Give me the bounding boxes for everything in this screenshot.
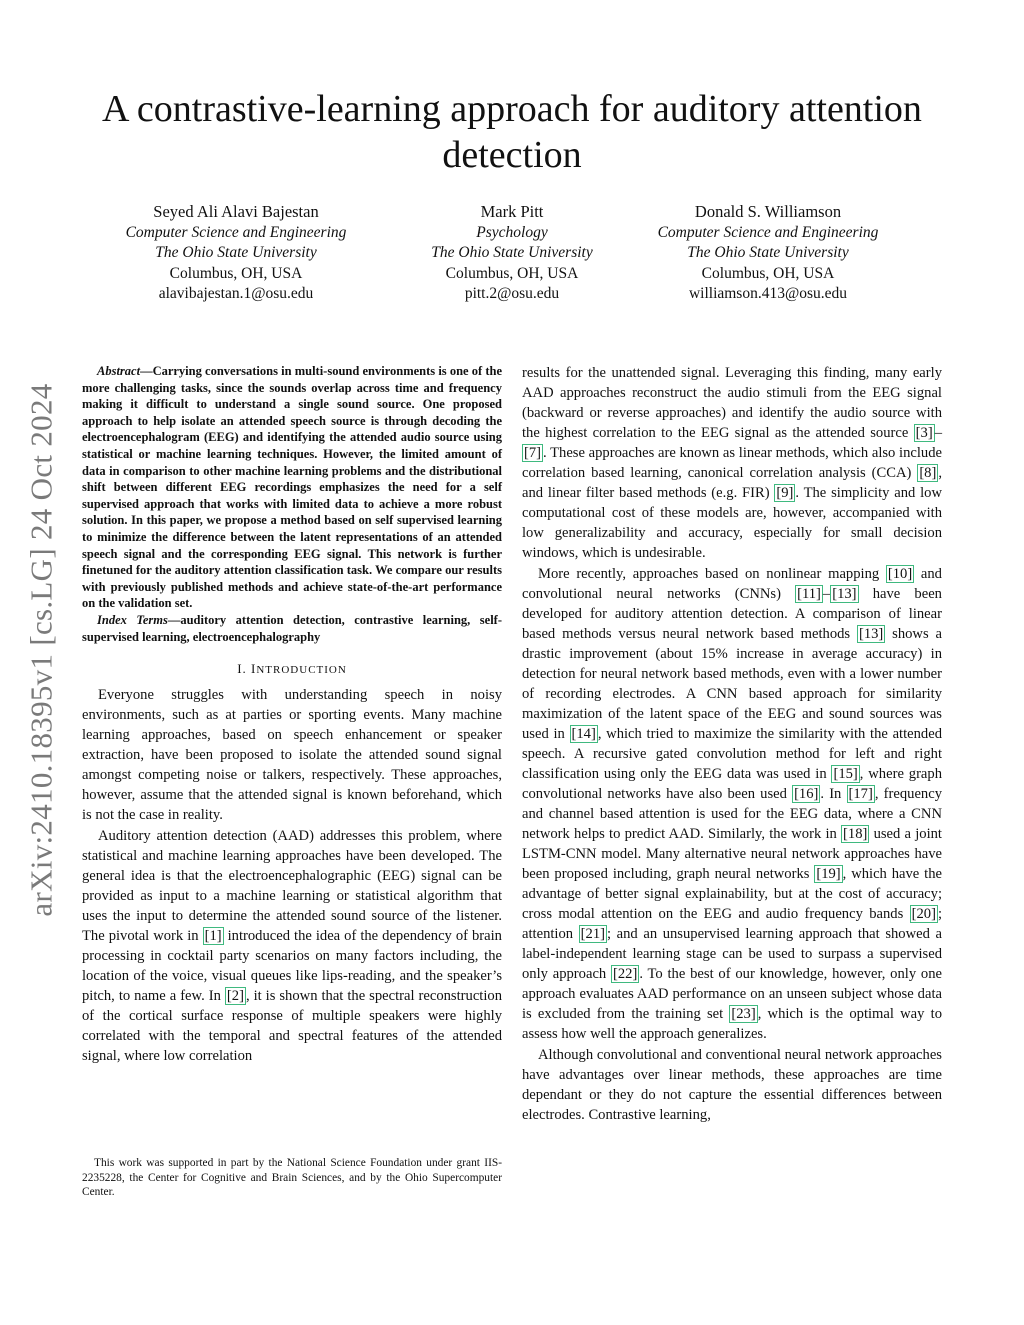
citation-link[interactable]: [8]	[919, 465, 937, 481]
paragraph-text: shows a drastic improvement (about 15% increase in average accuracy) in detection for neural network based methods, even with a lower number of recording electrodes. A CNN based approach for similarity maximization of the latent space of the EEG and sound sources was used in	[522, 626, 942, 742]
author-institution: The Ohio State University	[431, 244, 593, 261]
author-location: Columbus, OH, USA	[445, 264, 579, 282]
author-name: Mark Pitt	[480, 202, 544, 221]
citation-link[interactable]: [19]	[816, 866, 841, 882]
citation-link[interactable]: [13]	[832, 586, 857, 602]
citation-link[interactable]: [20]	[911, 906, 936, 922]
author-institution: The Ohio State University	[155, 244, 317, 261]
citation-link[interactable]: [2]	[226, 988, 244, 1005]
citation-link[interactable]: [11]	[797, 586, 821, 602]
author-location: Columbus, OH, USA	[169, 264, 303, 282]
footnote: This work was supported in part by the National Science Foundation under grant IIS-2235228, the Center for Cognitive and Brain Sciences, and by the Ohio Supercomputer Center.	[82, 1157, 502, 1199]
paragraph-text: have been developed for auditory attention detection. A comparison of linear based methods versus neural network based methods	[522, 586, 942, 642]
paragraph-text: , and linear filter based methods (e.g. FIR)	[522, 465, 942, 501]
paragraph-text: Auditory attention detection (AAD) addresses this problem, where statistical and machine learning approaches have been developed. The general idea is that the electroencephalographic (EEG) signal can be provided as input to a machine learning or statistical algorithm that uses the input to determine the attended sound source of the listener. The pivotal work in	[82, 828, 502, 945]
index-terms-text: —auditory attention detection, contrastive learning, self-supervised learning, electroencephalography	[82, 612, 503, 644]
citation-link[interactable]: [1]	[204, 928, 222, 945]
left-column	[82, 363, 502, 1066]
citation-link[interactable]: [22]	[613, 966, 638, 982]
intro-paragraph-3	[522, 363, 942, 563]
citation-link[interactable]: [7]	[524, 445, 542, 461]
paragraph-text: . These approaches are known as linear methods, which also include correlation based learning, canonical correlation analysis (CCA)	[522, 445, 942, 481]
author-department: Computer Science and Engineering	[657, 223, 879, 241]
author-institution: The Ohio State University	[687, 244, 849, 261]
paragraph-text: , which have the advantage of better signal explainability, but at the cost of accuracy; cross modal attention on the EEG and audio frequency bands	[522, 866, 943, 922]
index-terms	[82, 612, 502, 645]
intro-paragraph-4	[522, 564, 942, 1044]
paragraph-text: used a joint LSTM-CNN model. Many alternative neural network approaches have been proposed including, graph neural networks	[522, 826, 942, 882]
author-card	[362, 202, 662, 305]
citation-link[interactable]: [17]	[848, 786, 873, 802]
author-name: Seyed Ali Alavi Bajestan	[153, 202, 319, 221]
citation-link[interactable]: [3]	[915, 425, 933, 441]
arxiv-stamp-text: arXiv:2410.18395v1 [cs.LG] 24 Oct 2024	[24, 383, 59, 917]
paragraph-text: . The simplicity and low computational cost of these models are, however, accompanied with low generalizability and accuracy, especially for small decision windows, which is undesirable.	[522, 485, 942, 561]
author-email: alavibajestan.1@osu.edu	[158, 285, 314, 302]
section-heading-introduction	[82, 661, 502, 677]
author-department: Computer Science and Engineering	[125, 223, 347, 241]
paragraph-text: –	[934, 425, 942, 441]
abstract	[82, 363, 502, 612]
citation-link[interactable]: [18]	[843, 826, 868, 842]
citation-link[interactable]: [16]	[794, 786, 819, 802]
paragraph-text: , frequency and channel based attention is used for the EEG data, where a CNN network helps to predict AAD. Similarly, the work in	[522, 786, 942, 842]
citation-link[interactable]: [10]	[887, 566, 913, 582]
abstract-label: Abstract	[97, 364, 141, 378]
paragraph-text: introduced the idea of the dependency of brain processing in cocktail party scenarios on many factors including, the location of the voice, visual queues like lips-reading, and the speaker’s pitch, to name a few. In	[82, 928, 502, 1005]
paper-title: A contrastive-learning approach for auditory attention detection	[102, 88, 922, 176]
author-card	[86, 202, 386, 305]
section-numeral: I. I	[237, 661, 257, 677]
paragraph-text: . To the best of our knowledge, however, only one approach evaluates AAD performance on an unseen subject whose data is excluded from the training set	[522, 966, 942, 1022]
intro-paragraph-5: Although convolutional and conventional neural network approaches have advantages over linear methods, these approaches are time dependant or they do not capture the essential differences between electrodes. Contrastive learning,	[522, 1047, 942, 1123]
paragraph-text: ; attention	[522, 906, 942, 942]
paragraph-text: results for the unattended signal. Leveraging this finding, many early AAD approaches reconstruct the audio stimuli from the EEG signal (backward or reverse approaches) and identify the audio source with the highest correlation to the EEG signal as the attended source	[522, 365, 942, 441]
citation-link[interactable]: [21]	[580, 926, 605, 942]
paragraph-text: , which is the optimal way to assess how well the approach generalizes.	[522, 1006, 942, 1042]
paragraph-text: ; and an unsupervised learning approach that showed a label-independent learning stage can be used to surpass a supervised only approach	[522, 926, 942, 982]
arxiv-stamp	[20, 355, 64, 945]
intro-paragraph-1: Everyone struggles with understanding speech in noisy environments, such as at parties or sporting events. Many machine learning approaches, based on speech enhancement or speaker extraction, have been proposed to isolate the attended sound signal amongst competing noise or talkers, respectively. These approaches, however, assume that the attended signal is known beforehand, which is not the case in reality.	[82, 687, 502, 824]
paragraph-text: , where graph convolutional networks have also been used	[522, 766, 942, 802]
author-name: Donald S. Williamson	[694, 202, 842, 221]
citation-link[interactable]: [9]	[776, 485, 794, 501]
author-email: williamson.413@osu.edu	[688, 285, 848, 302]
author-block	[80, 202, 944, 312]
citation-link[interactable]: [13]	[858, 626, 884, 642]
intro-paragraph-2	[82, 826, 502, 1066]
right-column	[522, 363, 942, 1125]
paragraph-text: and convolutional neural networks (CNNs)	[522, 566, 942, 602]
section-title: NTRODUCTION	[256, 664, 347, 677]
author-email: pitt.2@osu.edu	[464, 285, 560, 302]
index-terms-label: Index Terms	[97, 612, 168, 627]
paragraph-text: . In	[820, 786, 847, 802]
citation-link[interactable]: [14]	[571, 726, 596, 742]
abstract-text: —Carrying conversations in multi-sound environments is one of the more challenging tasks, since the sounds overlap across time and frequency making it difficult to understand a single sound source. One proposed approach to help isolate an attended speech source is through decoding the electroencephalogram (EEG) and identifying the attended audio source using statistical or machine learning techniques. However, the limited amount of data in comparison to other machine learning problems and the distributional shift between different EEG recordings emphasizes the need for a self supervised approach that works with limited data to achieve a more robust solution. In this paper, we propose a method based on self supervised learning to minimize the difference between the latent representations of an attended speech signal and the corresponding EEG signal. This network is further finetuned for the auditory attention classification task. We compare our results with previously published methods and achieve state-of-the-art performance on the validation set.	[82, 364, 502, 611]
paragraph-text: –	[822, 586, 831, 602]
citation-link[interactable]: [23]	[731, 1006, 756, 1022]
author-location: Columbus, OH, USA	[701, 264, 835, 282]
paragraph-text: , which tried to maximize the similarity with the attended speech. A recursive gated convolution method for left and right classification using only the EEG data was used in	[522, 726, 942, 782]
author-department: Psychology	[476, 223, 548, 241]
paragraph-text: More recently, approaches based on nonlinear mapping	[538, 566, 886, 582]
author-card	[618, 202, 918, 305]
citation-link[interactable]: [15]	[833, 766, 858, 782]
paragraph-text: , it is shown that the spectral reconstruction of the cortical surface response of multiple speakers were highly correlated with the temporal and spectral features of the attended signal, where low correlation	[82, 988, 502, 1065]
